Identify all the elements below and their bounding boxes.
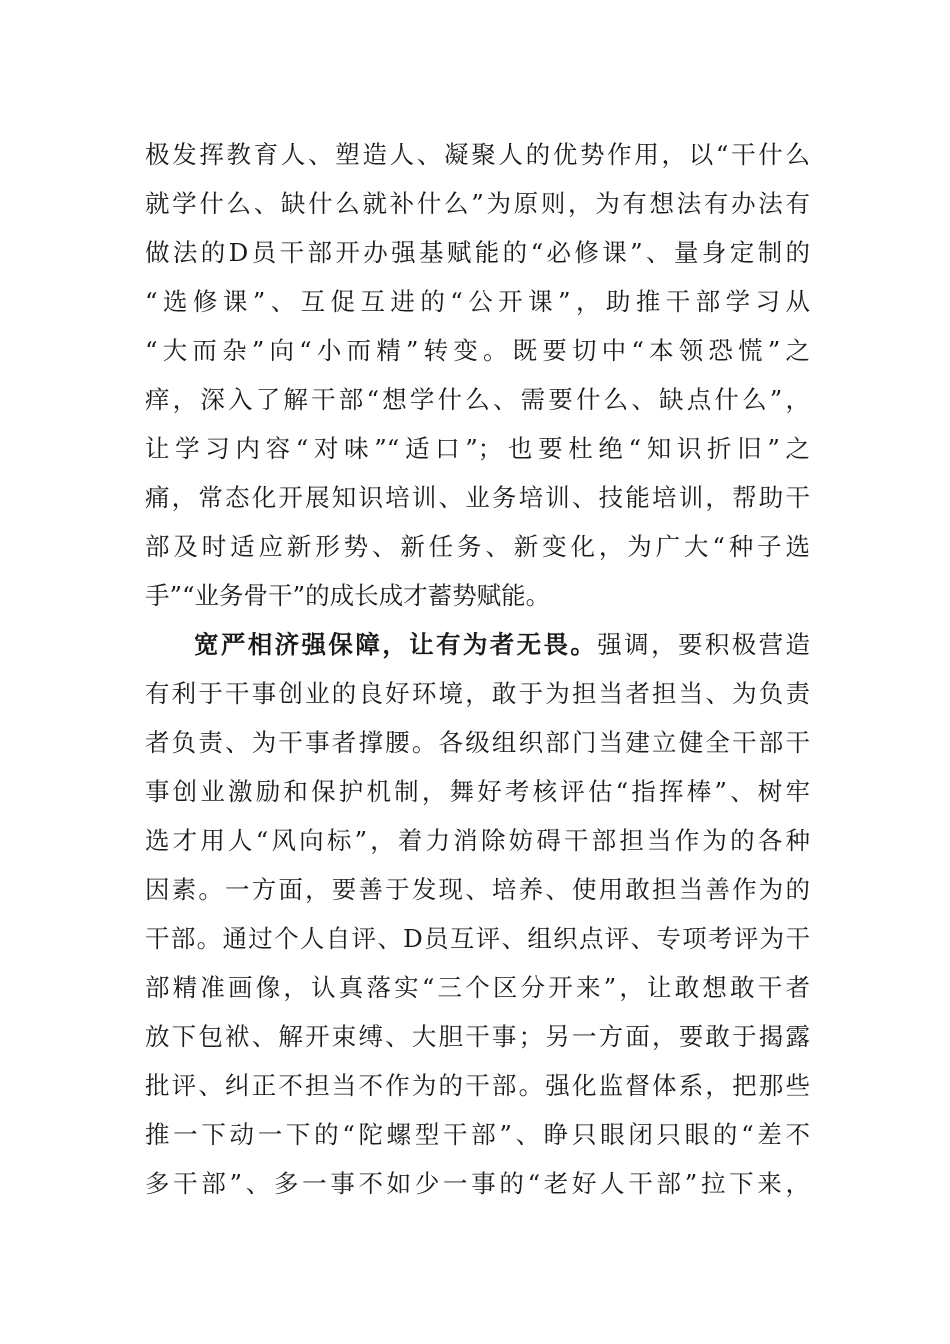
text-line: 极发挥教育人、塑造人、凝聚人的优势作用，以“干什么 bbox=[145, 140, 810, 169]
text-line: 做法的D员干部开办强基赋能的“必修课”、量身定制的 bbox=[145, 238, 810, 267]
text-line: 痛，常态化开展知识培训、业务培训、技能培训，帮助干 bbox=[145, 483, 810, 512]
text-line: 批评、纠正不担当不作为的干部。强化监督体系，把那些 bbox=[145, 1071, 810, 1100]
text-line: 部精准画像，认真落实“三个区分开来”，让敢想敢干者 bbox=[145, 973, 810, 1002]
text-line: 因素。一方面，要善于发现、培养、使用敢担当善作为的 bbox=[145, 875, 810, 904]
text-line: 就学什么、缺什么就补什么”为原则，为有想法有办法有 bbox=[145, 189, 810, 218]
paragraph-1 bbox=[145, 130, 810, 620]
text-line: 手”“业务骨干”的成长成才蓄势赋能。 bbox=[145, 581, 551, 610]
text-line: 事创业激励和保护机制，舞好考核评估“指挥棒”、树牢 bbox=[145, 777, 810, 806]
text-line: 者负责、为干事者撑腰。各级组织部门当建立健全干部干 bbox=[145, 728, 810, 757]
paragraph-2 bbox=[145, 620, 810, 1208]
body-text bbox=[145, 130, 810, 1208]
text-line: 推一下动一下的“陀螺型干部”、睁只眼闭只眼的“差不 bbox=[145, 1120, 810, 1149]
text-line: 干部。通过个人自评、D员互评、组织点评、专项考评为干 bbox=[145, 924, 810, 953]
text-line: “选修课”、互促互进的“公开课”，助推干部学习从 bbox=[145, 287, 810, 316]
text-line: 有利于干事创业的良好环境，敢于为担当者担当、为负责 bbox=[145, 679, 810, 708]
text-line: 痒，深入了解干部“想学什么、需要什么、缺点什么”， bbox=[145, 385, 810, 414]
text-line: 部及时适应新形势、新任务、新变化，为广大“种子选 bbox=[145, 532, 810, 561]
paragraph-first-line bbox=[145, 620, 810, 669]
paragraph-heading: 宽严相济强保障，让有为者无畏。 bbox=[194, 630, 598, 659]
text-line: 放下包袱、解开束缚、大胆干事；另一方面，要敢于揭露 bbox=[145, 1022, 810, 1051]
text-line: 多干部”、多一事不如少一事的“老好人干部”拉下来， bbox=[145, 1169, 810, 1198]
heading-continuation: 强调，要积极营造 bbox=[597, 630, 810, 659]
text-line: 选才用人“风向标”，着力消除妨碍干部担当作为的各种 bbox=[145, 826, 810, 855]
text-line: 让学习内容“对味”“适口”；也要杜绝“知识折旧”之 bbox=[145, 434, 810, 463]
text-line: “大而杂”向“小而精”转变。既要切中“本领恐慌”之 bbox=[145, 336, 810, 365]
